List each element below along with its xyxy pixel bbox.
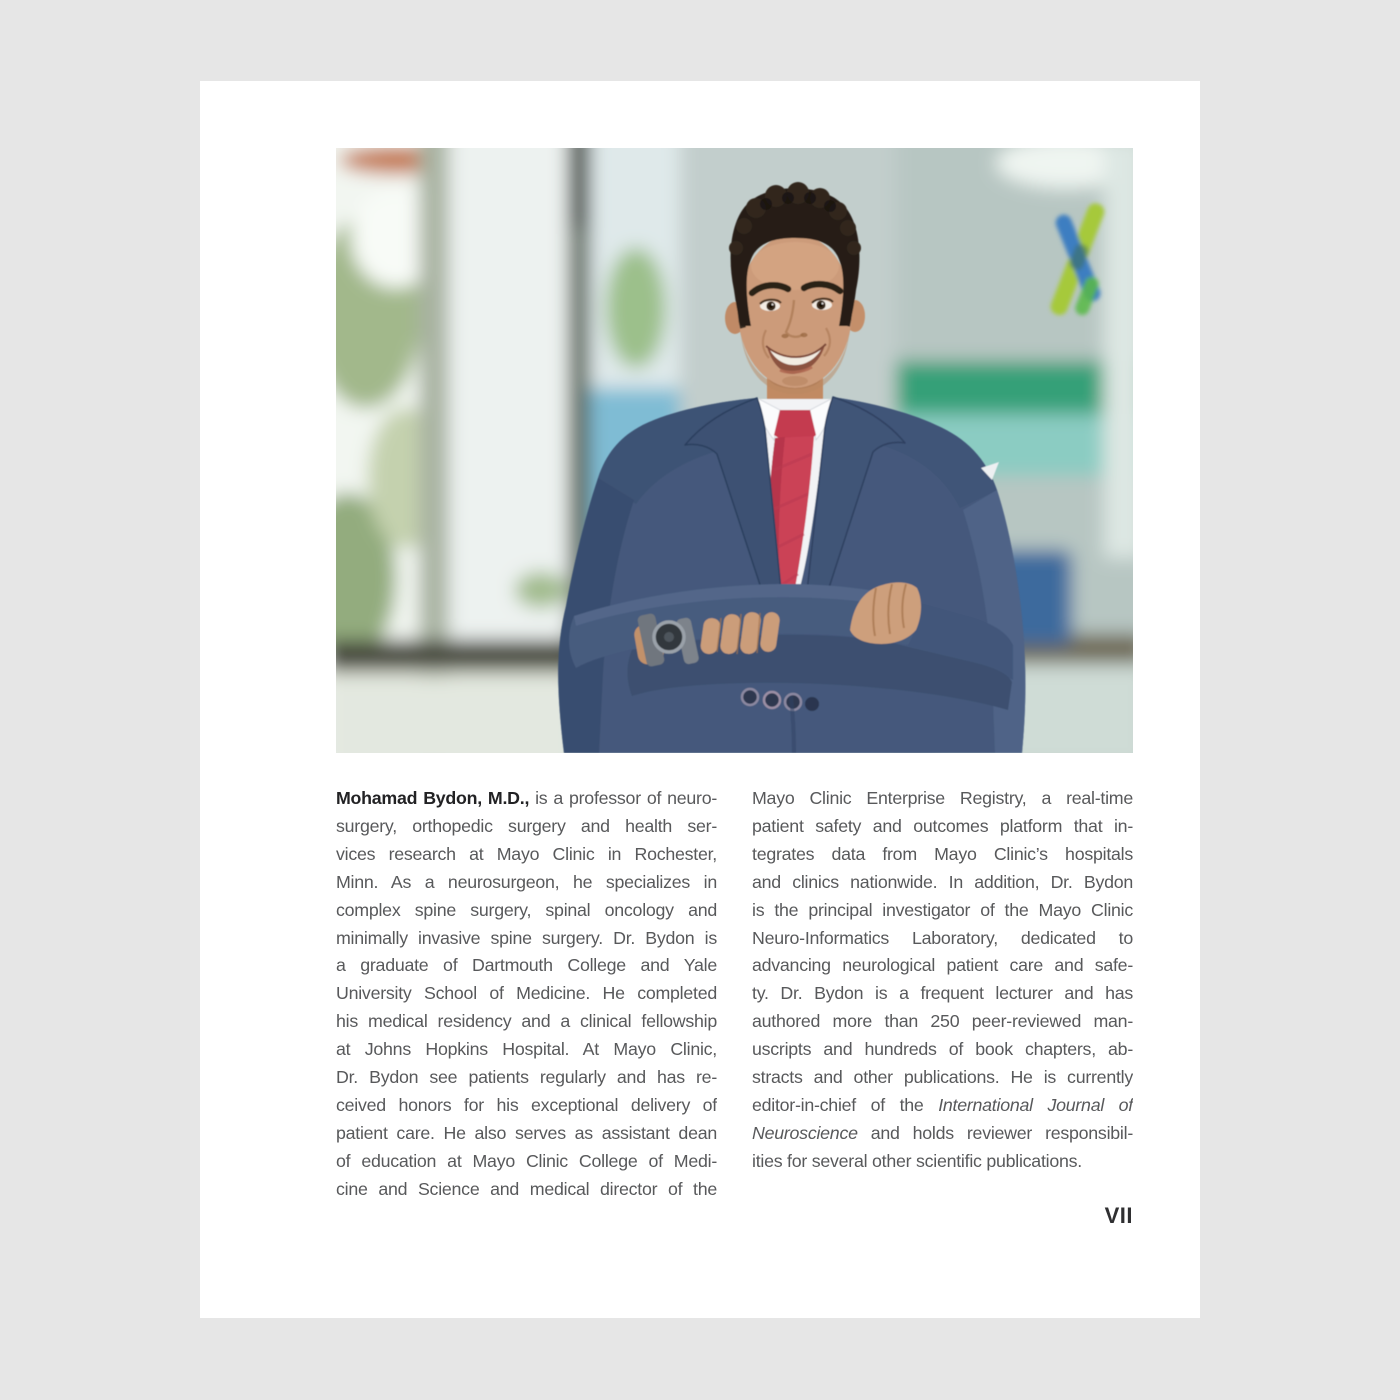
bio-line — [336, 813, 717, 841]
bio-text-segment: authored more than 250 peer-reviewed man- — [752, 1011, 1133, 1032]
bio-text-segment: Neuroscience — [752, 1122, 858, 1143]
bio-line — [752, 813, 1133, 841]
bio-line — [752, 1120, 1133, 1148]
bio-line — [752, 980, 1133, 1008]
page-number: VII — [1104, 1203, 1133, 1228]
bio-line — [336, 925, 717, 953]
bio-text-segment: tegrates data from Mayo Clinic’s hospitals — [752, 843, 1133, 864]
book-page — [200, 81, 1200, 1318]
bio-text-segment: patient safety and outcomes platform that in- — [752, 815, 1133, 836]
bio-text-segment: at Johns Hopkins Hospital. At Mayo Clinic, — [336, 1039, 717, 1060]
bio-line — [752, 1036, 1133, 1064]
bio-line — [752, 897, 1133, 925]
bio-line — [752, 1148, 1133, 1176]
bio-line — [752, 1064, 1133, 1092]
bio-text-segment: and clinics nationwide. In addition, Dr. Bydon — [752, 871, 1133, 892]
bio-line — [336, 1008, 717, 1036]
bio-line — [752, 1008, 1133, 1036]
bio-column-right — [752, 785, 1133, 1204]
bio-text-segment: patient care. He also serves as assistant dean — [336, 1122, 717, 1143]
bio-text-segment: vices research at Mayo Clinic in Rochester, — [336, 843, 717, 864]
bio-text-segment: Mayo Clinic Enterprise Registry, a real-time — [752, 788, 1133, 808]
bio-text-segment: International Journal of — [938, 1094, 1133, 1115]
bio-line — [336, 841, 717, 869]
bio-text-segment: Neuro-Informatics Laboratory, dedicated to — [752, 927, 1133, 948]
bio-text-segment: editor-in-chief of the — [752, 1094, 939, 1115]
bio-text-segment: minimally invasive spine surgery. Dr. Bydon is — [336, 927, 717, 948]
bio-line — [336, 1036, 717, 1064]
bio-text-segment: is a professor of neuro- — [529, 788, 717, 808]
bio-line — [336, 1176, 717, 1204]
bio-line — [336, 1120, 717, 1148]
bio-text-segment: University School of Medicine. He completed — [336, 983, 717, 1004]
bio-text-segment: ceived honors for his exceptional delivery of — [336, 1094, 717, 1115]
bio-text-segment: cine and Science and medical director of the — [336, 1178, 717, 1199]
bio-line — [752, 785, 1133, 813]
bio-text-segment: ities for several other scientific publications. — [752, 1150, 1082, 1171]
bio-line — [336, 980, 717, 1008]
bio-column-left — [336, 785, 717, 1204]
bio-line — [752, 869, 1133, 897]
bio-line — [752, 952, 1133, 980]
bio-text-segment: ty. Dr. Bydon is a frequent lecturer and has — [752, 983, 1133, 1004]
bio-text-segment: stracts and other publications. He is currently — [752, 1067, 1133, 1088]
bio-text-segment: Mohamad Bydon, M.D., — [336, 788, 530, 808]
bio-text-segment: uscripts and hundreds of book chapters, ab- — [752, 1039, 1133, 1060]
biography-text — [336, 785, 1133, 1204]
bio-line — [336, 785, 717, 813]
bio-text-segment: advancing neurological patient care and safe- — [752, 955, 1133, 976]
bio-text-segment: complex spine surgery, spinal oncology and — [336, 899, 717, 920]
bio-text-segment: Dr. Bydon see patients regularly and has re- — [336, 1067, 717, 1088]
bio-line — [752, 1092, 1133, 1120]
bio-text-segment: is the principal investigator of the Mayo Clinic — [752, 899, 1133, 920]
bio-line — [336, 952, 717, 980]
bio-line — [336, 1148, 717, 1176]
portrait-photo — [336, 148, 1133, 753]
bio-line — [336, 869, 717, 897]
bio-text-segment: a graduate of Dartmouth College and Yale — [336, 955, 717, 976]
bio-line — [336, 1064, 717, 1092]
bio-text-segment: of education at Mayo Clinic College of Medi- — [336, 1150, 717, 1171]
bio-text-segment: his medical residency and a clinical fellowship — [336, 1011, 717, 1032]
bio-text-segment: surgery, orthopedic surgery and health ser- — [336, 815, 717, 836]
bio-text-segment: and holds reviewer responsibil- — [857, 1122, 1133, 1143]
bio-text-segment: Minn. As a neurosurgeon, he specializes in — [336, 871, 717, 892]
bio-line — [752, 841, 1133, 869]
bio-line — [752, 925, 1133, 953]
bio-line — [336, 1092, 717, 1120]
bio-line — [336, 897, 717, 925]
portrait-illustration — [336, 148, 1133, 753]
